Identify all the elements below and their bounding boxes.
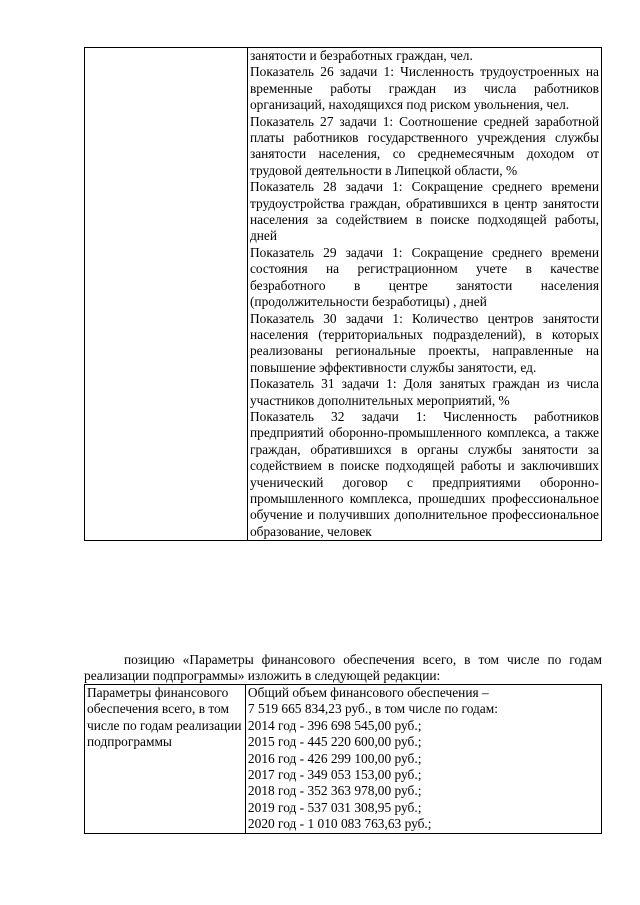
finance-label-cell: Параметры финансового обеспечения всего, в том числе по годам реализации подпрограммы [85, 685, 246, 834]
empty-label-cell [85, 48, 248, 541]
indicators-table-continuation [84, 47, 602, 541]
indicators-cell [247, 48, 601, 541]
indicator-26: Показатель 26 задачи 1: Численность трудоустроенных на временные работы граждан из числа работников организаций, находящихся под риском увольнения, чел. [249, 64, 599, 113]
indicator-31: Показатель 31 задачи 1: Доля занятых граждан из числа участников дополнительных мероприятий, % [249, 376, 599, 408]
indicator-32: Показатель 32 задачи 1: Численность работников предприятий оборонно-промышленного комплекса, а также граждан, обратившихся в органы службы занятости за содействием в поиске подходящей работы и заключивших ученический договор с предприятиями оборонно-промышленного комплекса, прошедших профессиональное обучение и получивших дополнительное профессиональное образование, человек [249, 408, 599, 539]
finance-table [84, 684, 602, 834]
year-2019: 2019 год - 537 031 308,95 руб.; [247, 799, 422, 815]
year-2017: 2017 год - 349 053 153,00 руб.; [247, 767, 422, 783]
indicator-28: Показатель 28 задачи 1: Сокращение среднего времени трудоустройства граждан, обратившихся в центр занятости населения за содействием в поиске подходящей работы, дней [249, 179, 599, 244]
position-instruction: позицию «Параметры финансового обеспечения всего, в том числе по годам реализации подпрограммы» изложить в следующей редакции: [84, 652, 602, 684]
total-line-1: Общий объем финансового обеспечения – [247, 685, 489, 700]
year-2015: 2015 год - 445 220 600,00 руб.; [247, 734, 422, 750]
year-2016: 2016 год - 426 299 100,00 руб.; [247, 750, 422, 766]
indicator-30: Показатель 30 задачи 1: Количество центров занятости населения (территориальных подразделений), в которых реализованы региональные проекты, направленные на повышение эффективности службы занятости, ед. [249, 310, 599, 375]
indicator-27: Показатель 27 задачи 1: Соотношение средней заработной платы работников государственного учреждения службы занятости населения, со среднемесячным доходом от трудовой деятельности в Липецкой области, % [249, 113, 599, 178]
finance-values-cell [245, 685, 601, 834]
indicator-29: Показатель 29 задачи 1: Сокращение среднего времени состояния на регистрационном учете в качестве безработного в центре занятости населения (продолжительности безработицы) , дней [249, 244, 599, 310]
total-line-2: 7 519 665 834,23 руб., в том числе по годам: [247, 701, 498, 717]
indicator-text: занятости и безработных граждан, чел. [249, 48, 473, 63]
year-2014: 2014 год - 396 698 545,00 руб.; [247, 717, 422, 733]
year-2018: 2018 год - 352 363 978,00 руб.; [247, 783, 422, 799]
year-2020: 2020 год - 1 010 083 763,63 руб.; [247, 816, 432, 832]
